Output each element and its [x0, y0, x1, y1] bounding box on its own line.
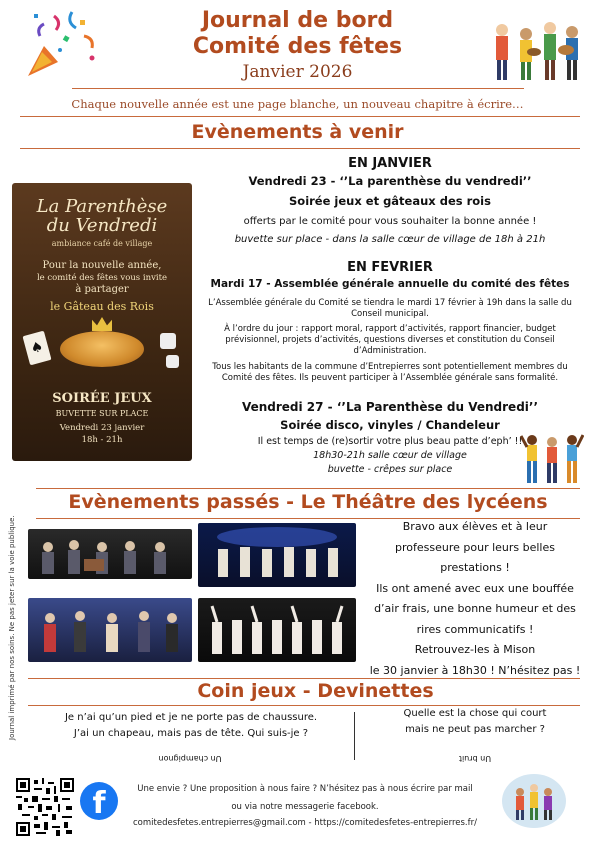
theatre-photo-1: [28, 529, 192, 579]
past-line2: professeure pour leurs belles: [395, 540, 555, 554]
riddle1-answer: Un champignon: [158, 754, 222, 763]
past-line6: rires communicatifs !: [416, 622, 534, 636]
comite-logo: [502, 774, 566, 828]
poster-body-line2: le comité des fêtes vous invite: [36, 273, 168, 283]
dice-icon: [160, 333, 176, 349]
riddle-2: [362, 706, 588, 738]
games-divider-top: [28, 678, 580, 679]
journal-title-line2: Comité des fêtes: [192, 34, 403, 59]
riddle-divider: [354, 712, 355, 760]
slogan: Chaque nouvelle année est une page blanche, un nouveau chapitre à écrire…: [71, 97, 524, 111]
riddle2-answer: Un bruit: [458, 754, 492, 763]
february-paragraph3: Tous les habitants de la commune d’Entrepierres sont potentiellement membres du Comité des fêtes. Ils peuvent participer à l’Assemblée générale sans formalité.: [212, 362, 568, 383]
upcoming-divider: [20, 148, 580, 149]
february-paragraph1: L’Assemblée générale du Comité se tiendra le mardi 17 février à 19h dans la salle du Conseil municipal.: [208, 298, 572, 319]
galette-cake-icon: [60, 331, 144, 367]
past-line3: prestations !: [440, 561, 510, 574]
facebook-icon[interactable]: [80, 782, 118, 820]
poster-date: Vendredi 23 janvier: [59, 423, 145, 433]
footer-line2: ou via notre messagerie facebook.: [231, 802, 379, 812]
february-event2-line1: Il est temps de (re)sortir votre plus beau patte d’eph’ !!: [257, 436, 523, 447]
poster-body-line3: à partager: [75, 284, 129, 295]
january-event-title: Vendredi 23 - ‘’La parenthèse du vendredi’’: [248, 174, 532, 188]
past-section-title: Evènements passés - Le Théâtre des lycéens: [68, 491, 548, 513]
journal-month: Janvier 2026: [242, 62, 353, 82]
poster-title-line1: La Parenthèse: [36, 196, 168, 217]
parenthese-poster: [12, 183, 192, 461]
poster-title-line2: du Vendredi: [46, 215, 158, 236]
january-line1: offerts par le comité pour vous souhaiter la bonne année !: [243, 216, 537, 227]
riddle2-line1: Quelle est la chose qui court: [403, 708, 547, 719]
riddle-1: [30, 710, 352, 742]
poster-body-line4: le Gâteau des Rois: [50, 300, 154, 313]
theatre-photo-3: [28, 598, 192, 662]
past-divider-top: [36, 488, 580, 489]
poster-body-line1: Pour la nouvelle année,: [42, 260, 162, 271]
header-divider: [72, 88, 524, 89]
past-line8: le 30 janvier à 18h30 ! N’hésitez pas !: [369, 663, 581, 677]
crown-icon: [92, 317, 112, 331]
january-heading: EN JANVIER: [348, 156, 432, 171]
qr-code[interactable]: [16, 778, 74, 836]
footer-contact-link[interactable]: comitedesfetes.entrepierres@gmail.com - https://comitedesfetes-entrepierres.fr/: [133, 818, 477, 828]
february-heading: EN FEVRIER: [347, 260, 433, 275]
footer-line1: Une envie ? Une proposition à nous faire ? N’hésitez pas à nous écrire par mail: [137, 784, 473, 794]
riddle1-line1: Je n’ai qu’un pied et je ne porte pas de chaussure.: [64, 712, 318, 723]
riddle1-line2: J’ai un chapeau, mais pas de tête. Qui suis-je ?: [73, 728, 309, 739]
past-line5: d’air frais, une bonne humeur et des: [374, 602, 576, 615]
print-notice: Journal imprimé par nos soins. Ne pas jeter sur la voie publique.: [8, 515, 16, 741]
disco-dancers-illustration: [520, 432, 584, 486]
poster-buvette: BUVETTE SUR PLACE: [55, 409, 149, 418]
january-event-subtitle: Soirée jeux et gâteaux des rois: [289, 194, 491, 208]
february-event-title: Mardi 17 - Assemblée générale annuelle du comité des fêtes: [210, 278, 570, 290]
journal-title-line1: Journal de bord: [201, 8, 394, 33]
february-event2-title: Vendredi 27 - ‘’La Parenthèse du Vendredi’’: [241, 400, 539, 414]
february-paragraph2: À l’ordre du jour : rapport moral, rapport d’activités, rapport financier, budget prévisionnel, projets d’activités, questions diverses et constitution du Conseil d’Administration.: [224, 324, 556, 356]
poster-soiree: SOIRÉE JEUX: [52, 391, 152, 406]
games-section-title: Coin jeux - Devinettes: [197, 680, 434, 702]
upcoming-section-title: Evènements à venir: [191, 121, 404, 143]
february-event2-line2: 18h30-21h salle cœur de village: [313, 450, 467, 461]
dice-icon: [166, 355, 179, 368]
february-event2-subtitle: Soirée disco, vinyles / Chandeleur: [280, 418, 500, 432]
past-line7: Retrouvez-les à Mison: [414, 643, 536, 656]
playing-card-icon: ♠: [22, 331, 51, 366]
riddle2-line2: mais ne peut pas marcher ?: [405, 724, 545, 735]
january-line2: buvette sur place - dans la salle cœur de village de 18h à 21h: [234, 234, 546, 245]
facebook-letter: f: [92, 786, 106, 820]
past-text-block: [360, 517, 590, 681]
poster-hours: 18h - 21h: [81, 435, 123, 445]
past-line4: Ils ont amené avec eux une bouffée: [376, 581, 574, 595]
theatre-photo-4: [198, 598, 356, 662]
theatre-photo-2: [198, 523, 356, 587]
february-event2-line3: buvette - crêpes sur place: [327, 464, 453, 475]
past-line1: Bravo aux élèves et à leur: [402, 520, 548, 533]
slogan-divider: [20, 116, 580, 117]
poster-subtitle: ambiance café de village: [51, 239, 153, 248]
